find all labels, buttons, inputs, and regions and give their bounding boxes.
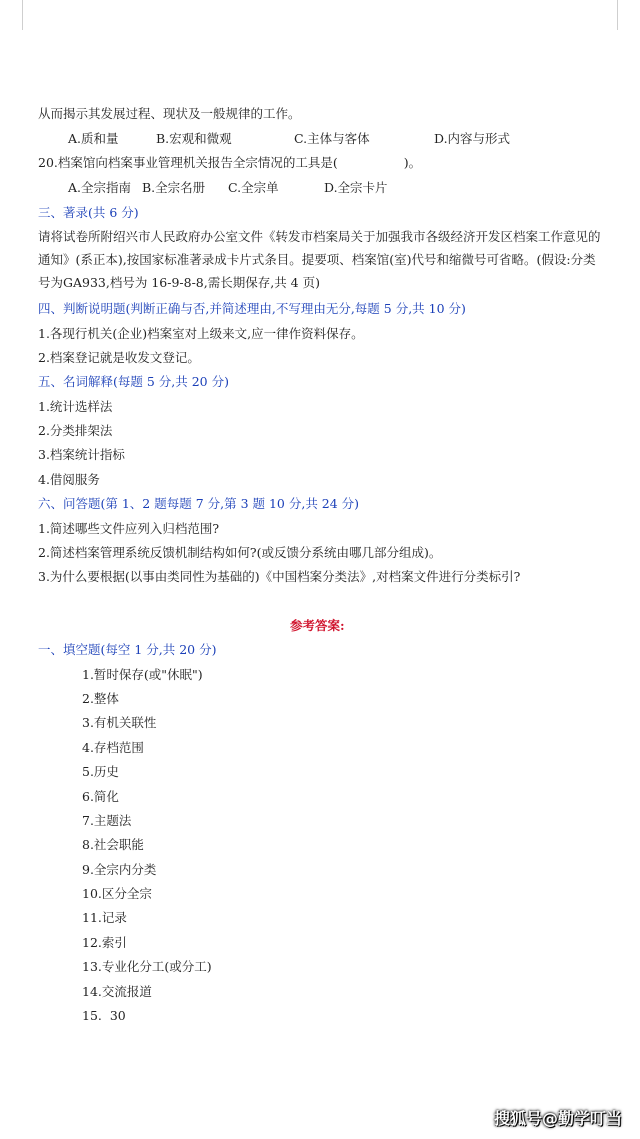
section4-item: 1.各现行机关(企业)档案室对上级来文,应一律作资料保存。 [38, 326, 364, 341]
answer-item: 13.专业化分工(或分工) [82, 959, 212, 974]
section6-title: 六、问答题(第 1、2 题每题 7 分,第 3 题 10 分,共 24 分) [38, 496, 360, 511]
answer-item: 6.简化 [82, 789, 119, 804]
q19-option-d: D.内容与形式 [434, 131, 511, 146]
continuation-line: 从而揭示其发展过程、现状及一般规律的工作。 [38, 106, 301, 121]
q20-stem [38, 154, 421, 172]
q20-option-d: D.全宗卡片 [324, 180, 388, 195]
q20-option-c: C.全宗单 [228, 180, 279, 195]
watermark: 搜狐号@勤学叮当 [493, 1109, 622, 1128]
section5-item: 2.分类排架法 [38, 423, 113, 438]
q20-option-a: A.全宗指南 [68, 180, 132, 195]
answer-item: 12.索引 [82, 935, 127, 950]
section6-item: 3.为什么要根据(以事由类同性为基础的)《中国档案分类法》,对档案文件进行分类标引? [38, 569, 521, 584]
answer-item: 3.有机关联性 [82, 715, 157, 730]
answer-item: 10.区分全宗 [82, 886, 152, 901]
q19-option-b: B.宏观和微观 [156, 131, 232, 146]
section3-body: 请将试卷所附绍兴市人民政府办公室文件《转发市档案局关于加强我市各级经济开发区档案工作意见的通知》(系正本),按国家标准著录成卡片式条目。提要项、档案馆(室)代号和缩微号可省略。(假设:分类号为GA933,档号为 16-9-8-8,需长期保存,共 4 页) [38, 229, 601, 290]
section5-item: 4.借阅服务 [38, 472, 100, 487]
section5-item: 1.统计选样法 [38, 399, 113, 414]
answer-item: 7.主题法 [82, 813, 132, 828]
section5-item: 3.档案统计指标 [38, 447, 125, 462]
answer-item: 5.历史 [82, 764, 119, 779]
q20-option-b: B.全宗名册 [142, 180, 206, 195]
answer-item: 4.存档范围 [82, 740, 144, 755]
q19-option-a: A.质和量 [68, 131, 119, 146]
section6-item: 2.简述档案管理系统反馈机制结构如何?(或反馈分系统由哪几部分组成)。 [38, 545, 442, 560]
answers-heading: 参考答案: [290, 618, 345, 633]
answer-item: 9.全宗内分类 [82, 862, 157, 877]
answer-item: 8.社会职能 [82, 837, 144, 852]
answers-section1-title: 一、填空题(每空 1 分,共 20 分) [38, 642, 217, 657]
section5-title: 五、名词解释(每题 5 分,共 20 分) [38, 374, 229, 389]
q20-stem-end: )。 [403, 155, 422, 170]
answer-item: 11.记录 [82, 910, 127, 925]
answer-item: 2.整体 [82, 691, 119, 706]
q19-option-c: C.主体与客体 [294, 131, 370, 146]
answer-item: 1.暂时保存(或"休眠") [82, 667, 203, 682]
section6-item: 1.简述哪些文件应列入归档范围? [38, 521, 220, 536]
section4-title: 四、判断说明题(判断正确与否,并简述理由,不写理由无分,每题 5 分,共 10 分) [38, 301, 466, 316]
answer-item: 15. 30 [82, 1008, 126, 1023]
q20-stem-text: 20.档案馆向档案事业管理机关报告全宗情况的工具是( [38, 155, 338, 170]
section3-title: 三、著录(共 6 分) [38, 205, 139, 220]
page-frame-top [22, 0, 618, 30]
section4-item: 2.档案登记就是收发文登记。 [38, 350, 200, 365]
answer-item: 14.交流报道 [82, 984, 152, 999]
